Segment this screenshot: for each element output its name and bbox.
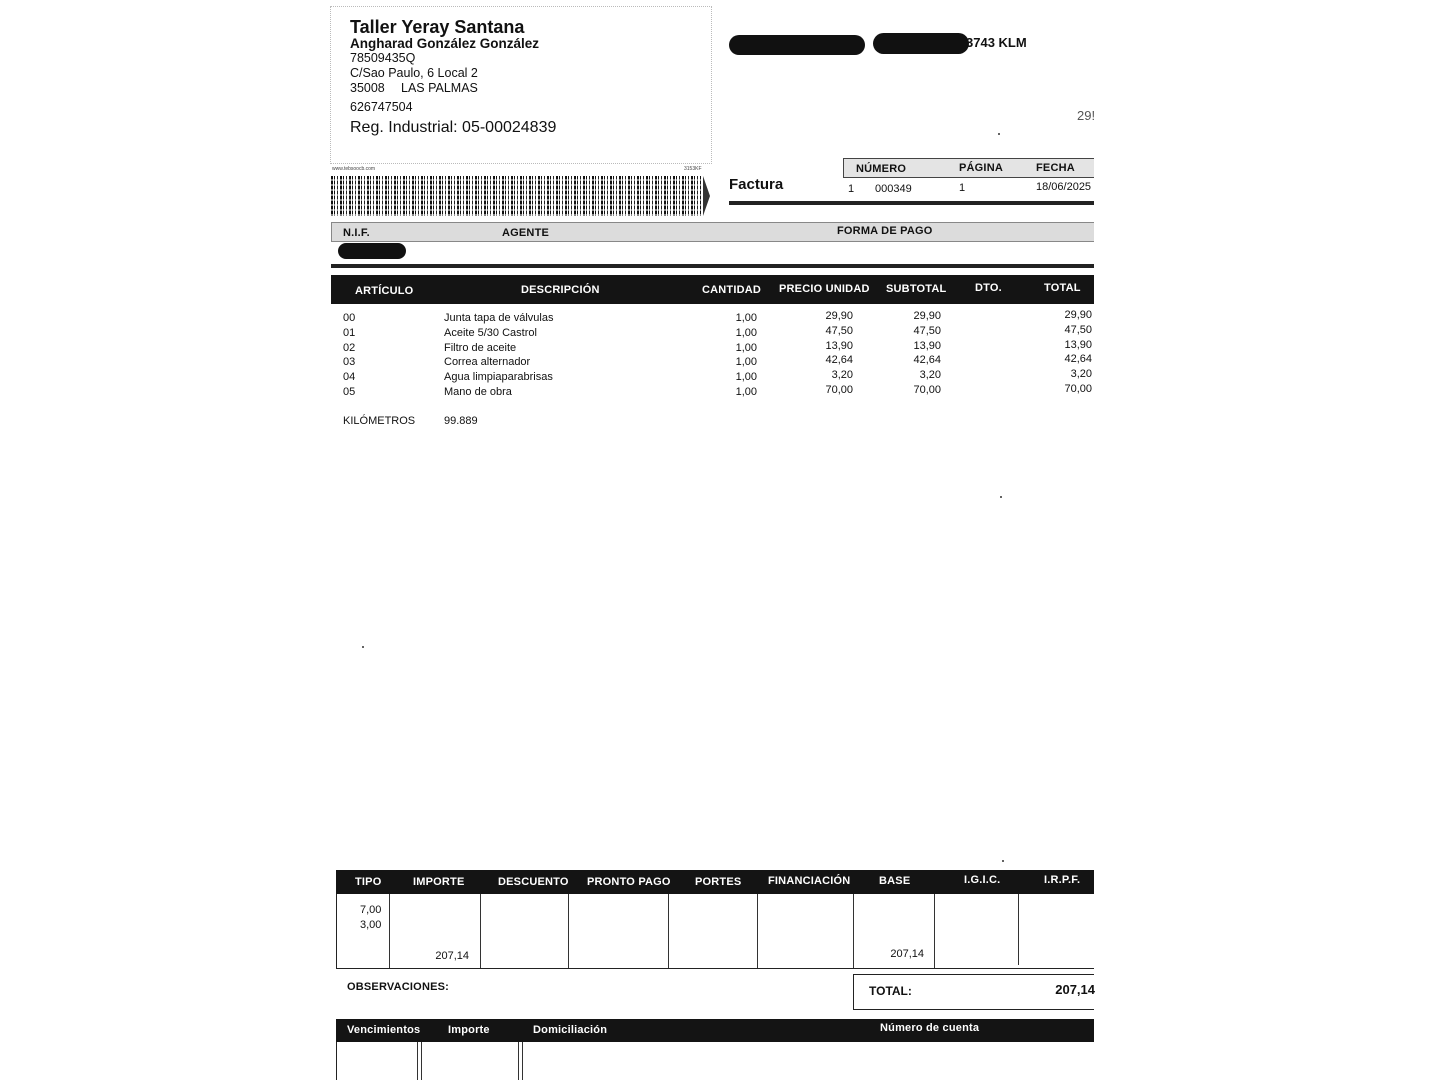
line-total: 13,90 xyxy=(1064,339,1092,351)
col-precio-unidad: PRECIO UNIDAD xyxy=(779,283,870,295)
col-descripcion: DESCRIPCIÓN xyxy=(521,284,600,296)
col-vencimientos: Vencimientos xyxy=(347,1024,421,1036)
payment-table-header xyxy=(336,1019,1094,1042)
invoice-series: 1 xyxy=(848,183,855,195)
barcode-code: 3153KF xyxy=(684,166,702,172)
line-precio: 29,90 xyxy=(825,310,853,322)
line-subtotal: 47,50 xyxy=(913,325,941,337)
nif-label: N.I.F. xyxy=(343,227,370,239)
scan-speck xyxy=(362,646,364,648)
barcode-arrow-icon xyxy=(703,176,710,216)
col-irpf: I.R.P.F. xyxy=(1044,874,1081,886)
col-descuento: DESCUENTO xyxy=(498,876,569,888)
line-articulo: 05 xyxy=(343,386,356,398)
issuer-nif: 78509435Q xyxy=(350,51,416,65)
line-row xyxy=(0,368,1440,385)
scan-speck xyxy=(1002,860,1004,862)
col-base: BASE xyxy=(879,875,911,887)
line-total: 29,90 xyxy=(1064,309,1092,321)
col-domiciliacion: Domiciliación xyxy=(533,1024,608,1036)
col-tipo: TIPO xyxy=(355,876,382,888)
line-total: 70,00 xyxy=(1064,383,1092,395)
line-descripcion: Aceite 5/30 Castrol xyxy=(444,327,537,339)
line-articulo: 00 xyxy=(343,312,356,324)
margin-number: 29! xyxy=(1077,108,1096,123)
line-total: 47,50 xyxy=(1064,324,1092,336)
pagina-label: PÁGINA xyxy=(959,162,1003,174)
col-numero-cuenta: Número de cuenta xyxy=(880,1022,980,1034)
lines-table-header xyxy=(331,275,1094,304)
line-articulo: 01 xyxy=(343,327,356,339)
col-dto: DTO. xyxy=(975,282,1002,294)
tax-column-divider xyxy=(568,894,569,968)
total-label: TOTAL: xyxy=(869,984,912,998)
tax-column-divider xyxy=(668,894,669,968)
line-cantidad: 1,00 xyxy=(735,342,757,354)
line-cantidad: 1,00 xyxy=(735,312,757,324)
tax-column-divider xyxy=(934,894,935,968)
barcode-url: www.tebsoocb.com xyxy=(332,166,376,172)
total-value: 207,14 xyxy=(1055,982,1095,997)
line-articulo: 04 xyxy=(343,371,356,383)
col-articulo: ARTÍCULO xyxy=(355,285,414,297)
tax-column-divider xyxy=(480,894,481,968)
line-cantidad: 1,00 xyxy=(735,386,757,398)
line-descripcion: Agua limpiaparabrisas xyxy=(444,371,553,383)
col-financiacion: FINANCIACIÓN xyxy=(768,875,851,887)
issuer-postal-code: 35008 xyxy=(350,81,385,95)
invoice-number: 000349 xyxy=(875,183,912,195)
invoice-date: 18/06/2025 xyxy=(1036,181,1092,193)
col-total: TOTAL xyxy=(1044,282,1081,294)
line-precio: 47,50 xyxy=(825,325,853,337)
scan-speck xyxy=(998,133,1000,135)
numero-label: NÚMERO xyxy=(856,163,907,175)
line-cantidad: 1,00 xyxy=(735,356,757,368)
col-cantidad: CANTIDAD xyxy=(702,284,762,296)
line-descripcion: Filtro de aceite xyxy=(444,342,517,354)
tax-table-body xyxy=(336,894,1094,969)
line-descripcion: Mano de obra xyxy=(444,386,512,398)
col-subtotal: SUBTOTAL xyxy=(886,283,947,295)
tax-importe: 207,14 xyxy=(435,950,469,962)
line-total: 42,64 xyxy=(1064,353,1092,365)
forma-pago-label: FORMA DE PAGO xyxy=(837,225,933,237)
invoice-title: Factura xyxy=(729,176,784,193)
payment-column-divider xyxy=(421,1042,422,1080)
tax-column-divider xyxy=(389,894,390,968)
tax-base: 207,14 xyxy=(890,948,924,960)
line-articulo: 03 xyxy=(343,356,356,368)
line-subtotal: 70,00 xyxy=(913,384,941,396)
redaction-mark xyxy=(338,243,406,259)
tax-tipo-2: 3,00 xyxy=(360,919,382,931)
payment-column-divider xyxy=(518,1042,519,1080)
line-row xyxy=(0,309,1440,326)
issuer-phone: 626747504 xyxy=(350,100,413,114)
fecha-label: FECHA xyxy=(1036,162,1075,174)
total-box xyxy=(853,974,1094,1010)
payment-table-body xyxy=(336,1042,1094,1080)
vehicle-plate: 3743 KLM xyxy=(966,35,1027,50)
line-descripcion: Junta tapa de válvulas xyxy=(444,312,554,324)
km-value: 99.889 xyxy=(444,415,478,427)
line-row xyxy=(0,339,1440,356)
line-subtotal: 29,90 xyxy=(913,310,941,322)
col-igic: I.G.I.C. xyxy=(964,874,1001,886)
payment-column-divider xyxy=(522,1042,523,1080)
client-rule xyxy=(331,264,1094,268)
payment-column-divider xyxy=(417,1042,418,1080)
line-row xyxy=(0,324,1440,341)
line-precio: 13,90 xyxy=(825,340,853,352)
barcode xyxy=(331,176,701,216)
issuer-owner: Angharad González González xyxy=(350,36,540,51)
tax-table-header xyxy=(336,870,1094,894)
observaciones-label: OBSERVACIONES: xyxy=(347,981,450,993)
col-importe: IMPORTE xyxy=(413,876,465,888)
tax-tipo-1: 7,00 xyxy=(360,904,382,916)
issuer-box xyxy=(330,6,712,164)
line-total: 3,20 xyxy=(1070,368,1092,380)
redaction-mark xyxy=(873,33,969,54)
line-row xyxy=(0,383,1440,400)
km-label: KILÓMETROS xyxy=(343,415,416,427)
tax-column-divider xyxy=(853,894,854,968)
col-portes: PORTES xyxy=(695,876,742,888)
line-subtotal: 42,64 xyxy=(913,354,941,366)
redaction-mark xyxy=(729,35,865,55)
line-subtotal: 3,20 xyxy=(919,369,941,381)
line-row xyxy=(0,353,1440,370)
agente-label: AGENTE xyxy=(502,227,550,239)
invoice-page: 1 xyxy=(959,182,966,194)
header-rule xyxy=(729,201,1094,205)
issuer-name: Taller Yeray Santana xyxy=(350,17,525,37)
line-precio: 70,00 xyxy=(825,384,853,396)
issuer-address: C/Sao Paulo, 6 Local 2 xyxy=(350,66,478,80)
col-pronto-pago: PRONTO PAGO xyxy=(587,876,671,888)
col-importe-pago: Importe xyxy=(448,1024,490,1036)
line-precio: 42,64 xyxy=(825,354,853,366)
client-strip xyxy=(331,222,1094,242)
line-precio: 3,20 xyxy=(831,369,853,381)
tax-column-divider xyxy=(1018,894,1019,965)
issuer-reg-industrial: Reg. Industrial: 05-00024839 xyxy=(350,119,557,136)
line-cantidad: 1,00 xyxy=(735,371,757,383)
line-subtotal: 13,90 xyxy=(913,340,941,352)
tax-column-divider xyxy=(757,894,758,968)
line-descripcion: Correa alternador xyxy=(444,356,531,368)
line-articulo: 02 xyxy=(343,342,356,354)
scan-speck xyxy=(1000,496,1002,498)
issuer-city: LAS PALMAS xyxy=(401,81,478,95)
line-cantidad: 1,00 xyxy=(735,327,757,339)
